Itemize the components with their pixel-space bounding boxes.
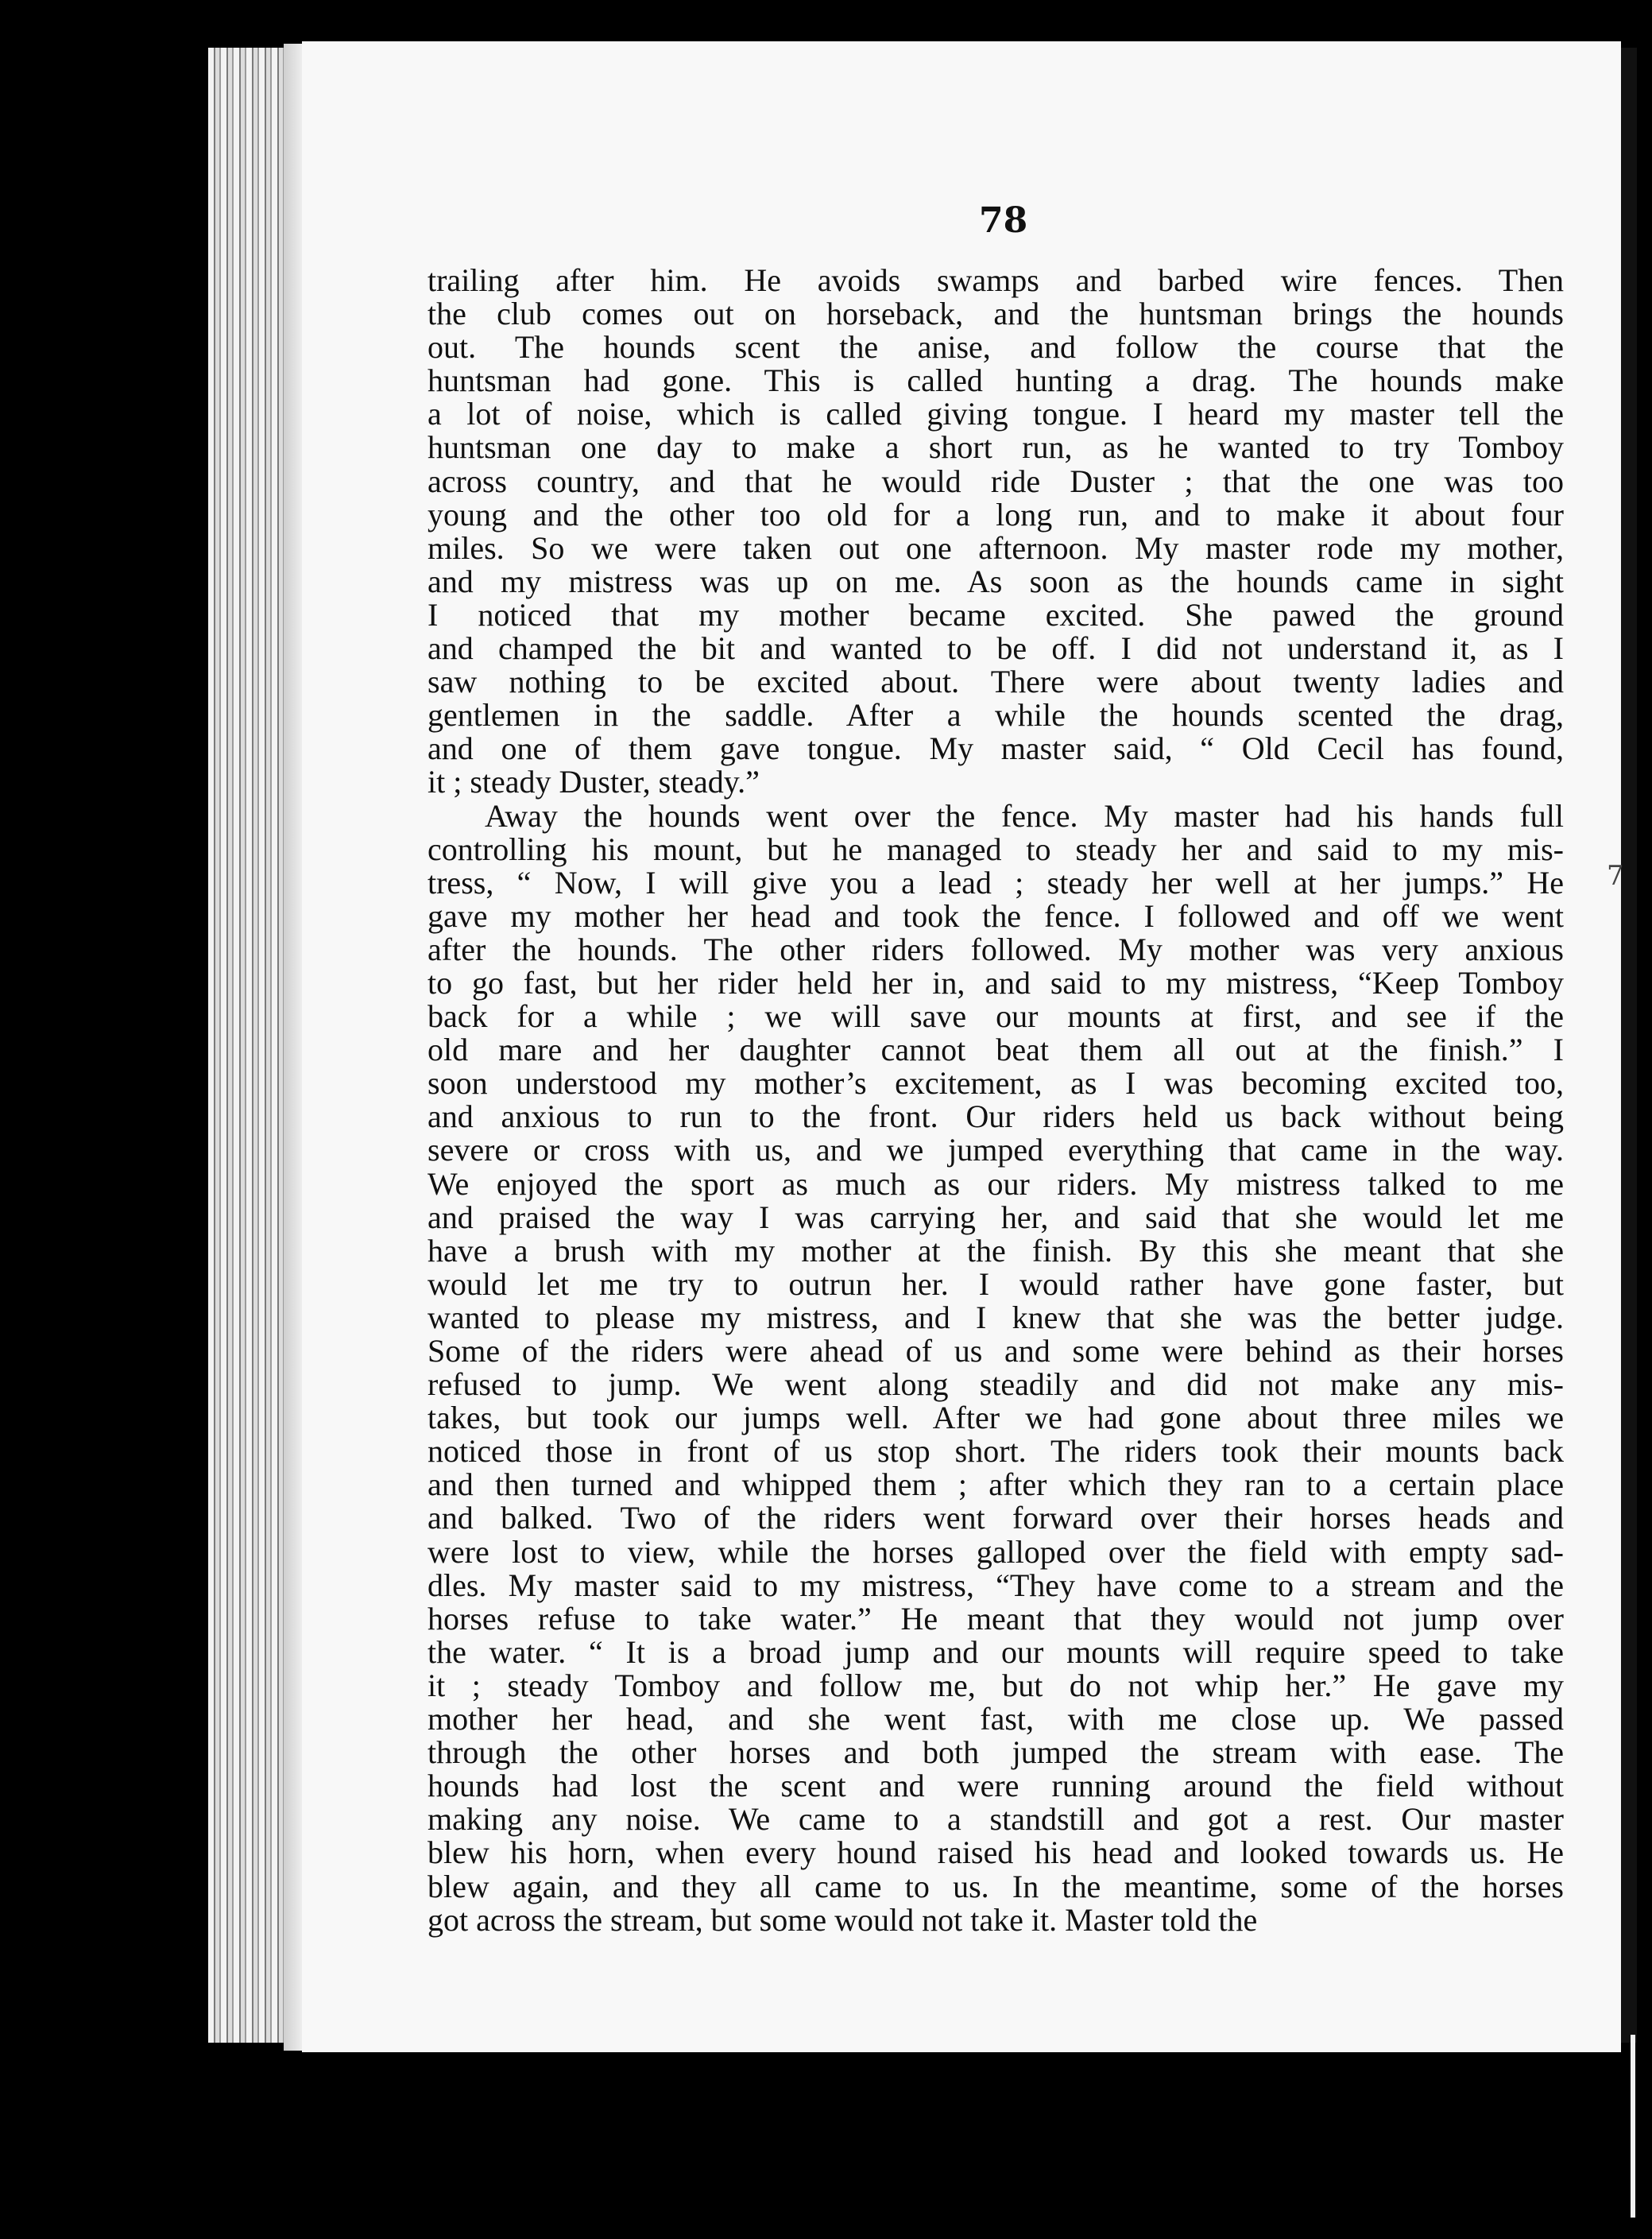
- body-text: [428, 264, 1564, 1937]
- text-line: blew his horn, when every hound raised his head and looked towards us. He: [428, 1834, 1564, 1871]
- text-line: huntsman had gone. This is called hunting a drag. The hounds make: [428, 362, 1564, 399]
- text-line: and anxious to run to the front. Our riders held us back without being: [428, 1098, 1564, 1135]
- text-line: mother her head, and she went fast, with me close up. We passed: [428, 1701, 1564, 1737]
- text-line: it ; steady Duster, steady.”: [428, 764, 760, 800]
- text-line: old mare and her daughter cannot beat them all out at the finish.” I: [428, 1032, 1564, 1068]
- text-line: out. The hounds scent the anise, and follow the course that the: [428, 329, 1564, 366]
- text-line: and my mistress was up on me. As soon as the hounds came in sight: [428, 563, 1564, 599]
- text-line: saw nothing to be excited about. There were about twenty ladies and: [428, 664, 1564, 700]
- text-line: the water. “ It is a broad jump and our mounts will require speed to take: [428, 1633, 1564, 1670]
- text-line: and champed the bit and wanted to be off. I did not understand it, as I: [428, 630, 1564, 667]
- page-number: 78: [979, 200, 1028, 241]
- text-line: back for a while ; we will save our mounts at first, and see if the: [428, 998, 1564, 1035]
- text-line: got across the stream, but some would not take it. Master told the: [428, 1901, 1258, 1938]
- text-line: miles. So we were taken out one afternoon. My master rode my mother,: [428, 529, 1564, 566]
- text-line: We enjoyed the sport as much as our riders. My mistress talked to me: [428, 1165, 1564, 1202]
- text-line: horses refuse to take water.” He meant that they would not jump over: [428, 1600, 1564, 1637]
- text-line: have a brush with my mother at the finish. By this she meant that she: [428, 1232, 1564, 1269]
- text-line: noticed those in front of us stop short. The riders took their mounts back: [428, 1433, 1564, 1470]
- text-line: hounds had lost the scent and were running around the field without: [428, 1768, 1564, 1804]
- book-page-edges: [208, 48, 284, 2043]
- paragraph: [428, 264, 1564, 800]
- text-line: I noticed that my mother became excited. She pawed the ground: [428, 596, 1564, 633]
- scan-right-border: [1621, 48, 1637, 2043]
- text-line: dles. My master said to my mistress, “They have come to a stream and the: [428, 1567, 1564, 1603]
- margin-mark: 7: [1607, 860, 1624, 892]
- text-line: after the hounds. The other riders followed. My mother was very anxious: [428, 931, 1564, 967]
- text-line: and praised the way I was carrying her, and said that she would let me: [428, 1199, 1564, 1235]
- text-line: through the other horses and both jumped the stream with ease. The: [428, 1734, 1564, 1771]
- text-line: would let me try to outrun her. I would rather have gone faster, but: [428, 1265, 1564, 1302]
- text-line: and balked. Two of the riders went forward over their horses heads and: [428, 1500, 1564, 1536]
- scan-edge-mark: [1631, 2035, 1635, 2218]
- text-line: severe or cross with us, and we jumped everything that came in the way.: [428, 1132, 1564, 1168]
- text-line: Some of the riders were ahead of us and some were behind as their horses: [428, 1333, 1564, 1369]
- text-line: trailing after him. He avoids swamps and barbed wire fences. Then: [428, 262, 1564, 298]
- text-line: gave my mother her head and took the fence. I followed and off we went: [428, 897, 1564, 934]
- text-line: young and the other too old for a long run, and to make it about four: [428, 496, 1564, 533]
- text-line: it ; steady Tomboy and follow me, but do not whip her.” He gave my: [428, 1667, 1564, 1703]
- text-line: the club comes out on horseback, and the huntsman brings the hounds: [428, 296, 1564, 332]
- text-line: soon understood my mother’s excitement, as I was becoming excited too,: [428, 1065, 1564, 1102]
- text-line: Away the hounds went over the fence. My master had his hands full: [485, 797, 1564, 834]
- text-line: wanted to please my mistress, and I knew that she was the better judge.: [428, 1299, 1564, 1335]
- text-line: blew again, and they all came to us. In the meantime, some of the horses: [428, 1868, 1564, 1904]
- text-line: huntsman one day to make a short run, as he wanted to try Tomboy: [428, 429, 1564, 466]
- text-line: across country, and that he would ride Duster ; that the one was too: [428, 463, 1564, 499]
- text-line: and one of them gave tongue. My master said, “ Old Cecil has found,: [428, 730, 1564, 767]
- text-line: controlling his mount, but he managed to steady her and said to my mis-: [428, 831, 1564, 867]
- text-line: making any noise. We came to a standstill and got a rest. Our master: [428, 1801, 1564, 1838]
- text-line: gentlemen in the saddle. After a while the hounds scented the drag,: [428, 697, 1564, 734]
- text-line: to go fast, but her rider held her in, and said to my mistress, “Keep Tomboy: [428, 964, 1564, 1001]
- text-line: takes, but took our jumps well. After we had gone about three miles we: [428, 1400, 1564, 1436]
- text-line: refused to jump. We went along steadily and did not make any mis-: [428, 1366, 1564, 1403]
- text-line: tress, “ Now, I will give you a lead ; steady her well at her jumps.” He: [428, 864, 1564, 901]
- paragraph: [428, 797, 1564, 1938]
- text-line: a lot of noise, which is called giving tongue. I heard my master tell the: [428, 396, 1564, 432]
- text-line: were lost to view, while the horses galloped over the field with empty sad-: [428, 1533, 1564, 1570]
- text-line: and then turned and whipped them ; after which they ran to a certain place: [428, 1466, 1564, 1503]
